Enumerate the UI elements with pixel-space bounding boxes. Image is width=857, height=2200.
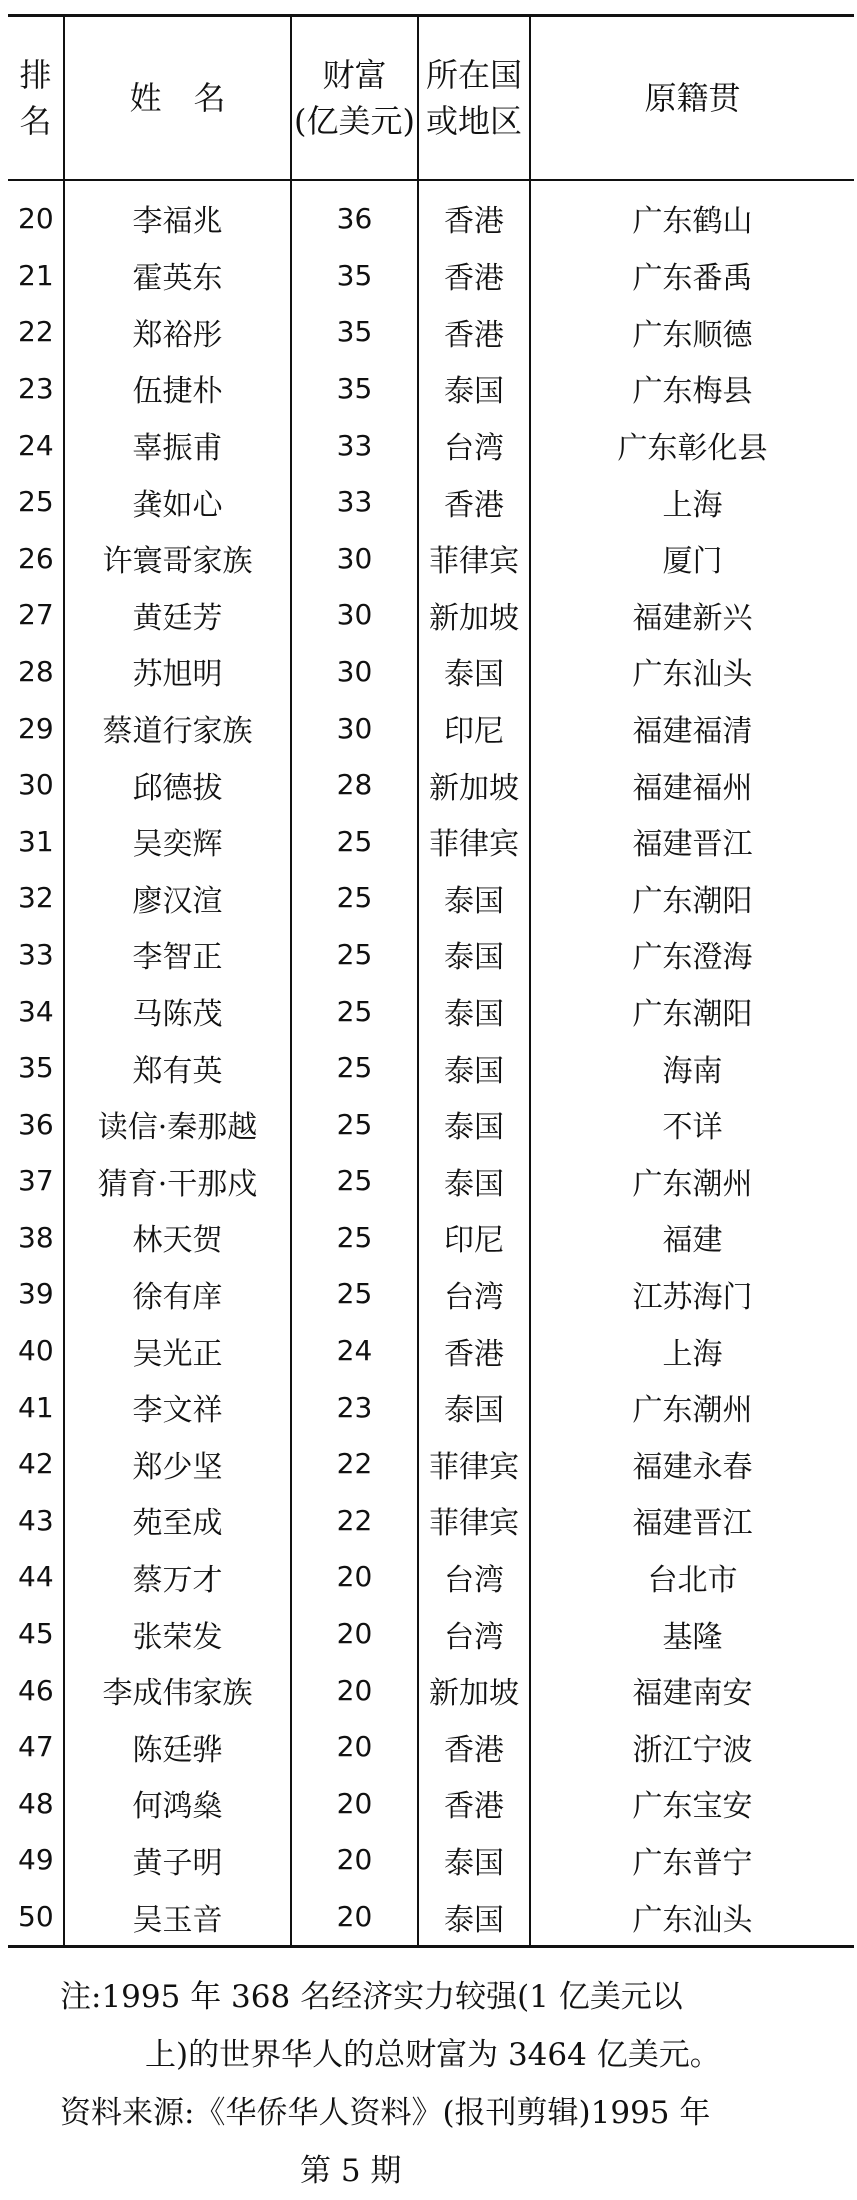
cell-name: 李文祥 [64, 1379, 291, 1436]
cell-name: 吴玉音 [64, 1888, 291, 1946]
cell-wealth: 25 [291, 870, 418, 927]
cell-name: 辜振甫 [64, 417, 291, 474]
cell-wealth: 25 [291, 1266, 418, 1323]
header-wealth-line1: 财富 [322, 55, 387, 94]
cell-rank: 23 [18, 371, 54, 405]
table-row [8, 530, 854, 587]
cell-wealth: 22 [291, 1492, 418, 1549]
cell-origin: 广东潮阳 [530, 983, 854, 1040]
cell-country: 泰国 [418, 983, 530, 1040]
cell-wealth: 28 [291, 756, 418, 813]
cell-name: 伍捷朴 [64, 360, 291, 417]
table-row [8, 1832, 854, 1889]
cell-name: 蔡道行家族 [64, 700, 291, 757]
cell-wealth: 20 [291, 1775, 418, 1832]
cell-country: 香港 [418, 304, 530, 361]
header-rank: 排名 [8, 16, 64, 181]
cell-origin: 福建 [530, 1209, 854, 1266]
cell-origin: 浙江宁波 [530, 1718, 854, 1775]
cell-country: 泰国 [418, 643, 530, 700]
cell-country: 台湾 [418, 417, 530, 474]
cell-name: 吴光正 [64, 1322, 291, 1379]
cell-country: 菲律宾 [418, 530, 530, 587]
cell-country: 香港 [418, 180, 530, 247]
cell-origin: 上海 [530, 1322, 854, 1379]
cell-country: 泰国 [418, 926, 530, 983]
cell-origin: 厦门 [530, 530, 854, 587]
cell-origin: 福建福清 [530, 700, 854, 757]
table-row [8, 756, 854, 813]
cell-name: 霍英东 [64, 247, 291, 304]
source-line-1: 资料来源:《华侨华人资料》(报刊剪辑)1995 年 [60, 2095, 711, 2131]
header-country-line2: 或地区 [425, 102, 522, 140]
table-row [8, 1039, 854, 1096]
cell-origin: 广东普宁 [530, 1832, 854, 1889]
cell-wealth: 25 [291, 983, 418, 1040]
cell-country: 泰国 [418, 870, 530, 927]
cell-wealth: 30 [291, 587, 418, 644]
cell-rank: 24 [18, 428, 54, 462]
cell-name: 郑少坚 [64, 1435, 291, 1492]
table-row [8, 1662, 854, 1719]
cell-name: 林天贺 [64, 1209, 291, 1266]
cell-origin: 广东番禹 [530, 247, 854, 304]
cell-wealth: 36 [291, 180, 418, 247]
cell-wealth: 30 [291, 643, 418, 700]
table-row [8, 1888, 854, 1946]
cell-country: 印尼 [418, 700, 530, 757]
table-row [8, 813, 854, 870]
cell-rank: 47 [18, 1730, 54, 1764]
table-header [8, 16, 854, 181]
cell-rank: 42 [18, 1447, 54, 1481]
cell-country: 香港 [418, 1718, 530, 1775]
cell-rank: 37 [18, 1164, 54, 1198]
cell-name: 苑至成 [64, 1492, 291, 1549]
cell-rank: 27 [18, 598, 54, 632]
table-row [8, 1435, 854, 1492]
cell-wealth: 35 [291, 247, 418, 304]
table-row [8, 180, 854, 247]
cell-origin: 福建晋江 [530, 1492, 854, 1549]
cell-name: 许寰哥家族 [64, 530, 291, 587]
cell-origin: 广东潮阳 [530, 870, 854, 927]
header-wealth-line2: (亿美元) [294, 102, 415, 140]
cell-name: 何鸿燊 [64, 1775, 291, 1832]
cell-rank: 28 [18, 654, 54, 688]
cell-country: 新加坡 [418, 587, 530, 644]
header-country-line1: 所在国 [425, 55, 522, 94]
cell-origin: 福建晋江 [530, 813, 854, 870]
cell-name: 张荣发 [64, 1605, 291, 1662]
cell-rank: 30 [18, 768, 54, 802]
table-row [8, 643, 854, 700]
table-row [8, 1718, 854, 1775]
cell-country: 香港 [418, 1322, 530, 1379]
cell-origin: 广东汕头 [530, 1888, 854, 1946]
cell-origin: 广东潮州 [530, 1153, 854, 1210]
table-row [8, 1775, 854, 1832]
cell-rank: 41 [18, 1390, 54, 1424]
cell-rank: 36 [18, 1107, 54, 1141]
cell-country: 菲律宾 [418, 1435, 530, 1492]
cell-country: 台湾 [418, 1549, 530, 1606]
cell-wealth: 35 [291, 304, 418, 361]
cell-wealth: 25 [291, 1096, 418, 1153]
cell-rank: 25 [18, 485, 54, 519]
cell-rank: 46 [18, 1673, 54, 1707]
cell-name: 李智正 [64, 926, 291, 983]
table-row [8, 417, 854, 474]
cell-rank: 22 [18, 315, 54, 349]
table-row [8, 983, 854, 1040]
cell-country: 泰国 [418, 1039, 530, 1096]
cell-name: 郑有英 [64, 1039, 291, 1096]
note-line-2: 上)的世界华人的总财富为 3464 亿美元。 [145, 2037, 721, 2073]
cell-origin: 广东梅县 [530, 360, 854, 417]
cell-rank: 48 [18, 1786, 54, 1820]
cell-rank: 33 [18, 937, 54, 971]
cell-rank: 31 [18, 824, 54, 858]
cell-country: 菲律宾 [418, 1492, 530, 1549]
cell-origin: 福建永春 [530, 1435, 854, 1492]
wealth-ranking-table [8, 14, 854, 1948]
cell-rank: 26 [18, 541, 54, 575]
cell-origin: 广东汕头 [530, 643, 854, 700]
cell-wealth: 25 [291, 926, 418, 983]
cell-origin: 海南 [530, 1039, 854, 1096]
cell-rank: 40 [18, 1334, 54, 1368]
cell-origin: 广东彰化县 [530, 417, 854, 474]
cell-rank: 49 [18, 1843, 54, 1877]
header-wealth [291, 16, 418, 181]
cell-name: 蔡万才 [64, 1549, 291, 1606]
cell-rank: 43 [18, 1503, 54, 1537]
cell-wealth: 30 [291, 530, 418, 587]
cell-wealth: 20 [291, 1549, 418, 1606]
cell-country: 泰国 [418, 1096, 530, 1153]
cell-wealth: 33 [291, 417, 418, 474]
cell-name: 李福兆 [64, 180, 291, 247]
cell-wealth: 33 [291, 473, 418, 530]
cell-country: 新加坡 [418, 1662, 530, 1719]
table-row [8, 700, 854, 757]
cell-origin: 广东鹤山 [530, 180, 854, 247]
cell-country: 泰国 [418, 1153, 530, 1210]
cell-name: 徐有庠 [64, 1266, 291, 1323]
cell-country: 泰国 [418, 1832, 530, 1889]
cell-country: 泰国 [418, 1888, 530, 1946]
cell-origin: 福建福州 [530, 756, 854, 813]
cell-wealth: 20 [291, 1662, 418, 1719]
cell-name: 邱德拔 [64, 756, 291, 813]
table-row [8, 1322, 854, 1379]
table-row [8, 1096, 854, 1153]
cell-origin: 基隆 [530, 1605, 854, 1662]
cell-origin: 台北市 [530, 1549, 854, 1606]
cell-origin: 广东顺德 [530, 304, 854, 361]
cell-country: 香港 [418, 247, 530, 304]
cell-origin: 上海 [530, 473, 854, 530]
cell-wealth: 25 [291, 1209, 418, 1266]
cell-rank: 21 [18, 258, 54, 292]
cell-country: 台湾 [418, 1605, 530, 1662]
header-origin: 原籍贯 [530, 16, 854, 181]
cell-wealth: 24 [291, 1322, 418, 1379]
table-row [8, 1209, 854, 1266]
cell-wealth: 25 [291, 1039, 418, 1096]
cell-wealth: 25 [291, 813, 418, 870]
cell-origin: 广东宝安 [530, 1775, 854, 1832]
cell-name: 马陈茂 [64, 983, 291, 1040]
table-row [8, 1492, 854, 1549]
cell-wealth: 23 [291, 1379, 418, 1436]
cell-country: 台湾 [418, 1266, 530, 1323]
cell-rank: 20 [18, 201, 54, 235]
cell-name: 苏旭明 [64, 643, 291, 700]
cell-country: 香港 [418, 1775, 530, 1832]
table-row [8, 870, 854, 927]
cell-rank: 32 [18, 881, 54, 915]
cell-origin: 江苏海门 [530, 1266, 854, 1323]
header-country [418, 16, 530, 181]
cell-wealth: 35 [291, 360, 418, 417]
source-line-2: 第 5 期 [300, 2153, 402, 2189]
table-row [8, 926, 854, 983]
cell-name: 吴奕辉 [64, 813, 291, 870]
cell-name: 黄廷芳 [64, 587, 291, 644]
cell-wealth: 30 [291, 700, 418, 757]
cell-name: 猜育·干那戍 [64, 1153, 291, 1210]
cell-country: 泰国 [418, 360, 530, 417]
cell-origin: 福建新兴 [530, 587, 854, 644]
cell-name: 龚如心 [64, 473, 291, 530]
cell-country: 泰国 [418, 1379, 530, 1436]
cell-country: 新加坡 [418, 756, 530, 813]
cell-rank: 34 [18, 994, 54, 1028]
table-row [8, 1549, 854, 1606]
cell-rank: 39 [18, 1277, 54, 1311]
table-row [8, 247, 854, 304]
table-row [8, 1379, 854, 1436]
cell-wealth: 20 [291, 1832, 418, 1889]
note-line-1: 注:1995 年 368 名经济实力较强(1 亿美元以 [60, 1979, 683, 2015]
cell-rank: 38 [18, 1220, 54, 1254]
cell-country: 印尼 [418, 1209, 530, 1266]
cell-origin: 不详 [530, 1096, 854, 1153]
table-row [8, 1605, 854, 1662]
cell-origin: 广东澄海 [530, 926, 854, 983]
table-body [8, 180, 854, 1946]
cell-rank: 45 [18, 1617, 54, 1651]
cell-rank: 29 [18, 711, 54, 745]
cell-origin: 福建南安 [530, 1662, 854, 1719]
header-name: 姓 名 [64, 16, 291, 181]
table-row [8, 587, 854, 644]
cell-name: 郑裕彤 [64, 304, 291, 361]
cell-wealth: 22 [291, 1435, 418, 1492]
cell-rank: 44 [18, 1560, 54, 1594]
cell-wealth: 25 [291, 1153, 418, 1210]
cell-name: 读信·秦那越 [64, 1096, 291, 1153]
cell-rank: 35 [18, 1051, 54, 1085]
cell-wealth: 20 [291, 1605, 418, 1662]
table-row [8, 1153, 854, 1210]
cell-name: 陈廷骅 [64, 1718, 291, 1775]
cell-name: 廖汉渲 [64, 870, 291, 927]
cell-name: 李成伟家族 [64, 1662, 291, 1719]
table-row [8, 1266, 854, 1323]
cell-name: 黄子明 [64, 1832, 291, 1889]
cell-origin: 广东潮州 [530, 1379, 854, 1436]
table-row [8, 304, 854, 361]
table-row [8, 473, 854, 530]
table-row [8, 360, 854, 417]
cell-rank: 50 [8, 1888, 64, 1946]
cell-wealth: 20 [291, 1718, 418, 1775]
cell-wealth: 20 [291, 1888, 418, 1946]
table-notes [60, 1968, 850, 2200]
cell-country: 香港 [418, 473, 530, 530]
cell-country: 菲律宾 [418, 813, 530, 870]
